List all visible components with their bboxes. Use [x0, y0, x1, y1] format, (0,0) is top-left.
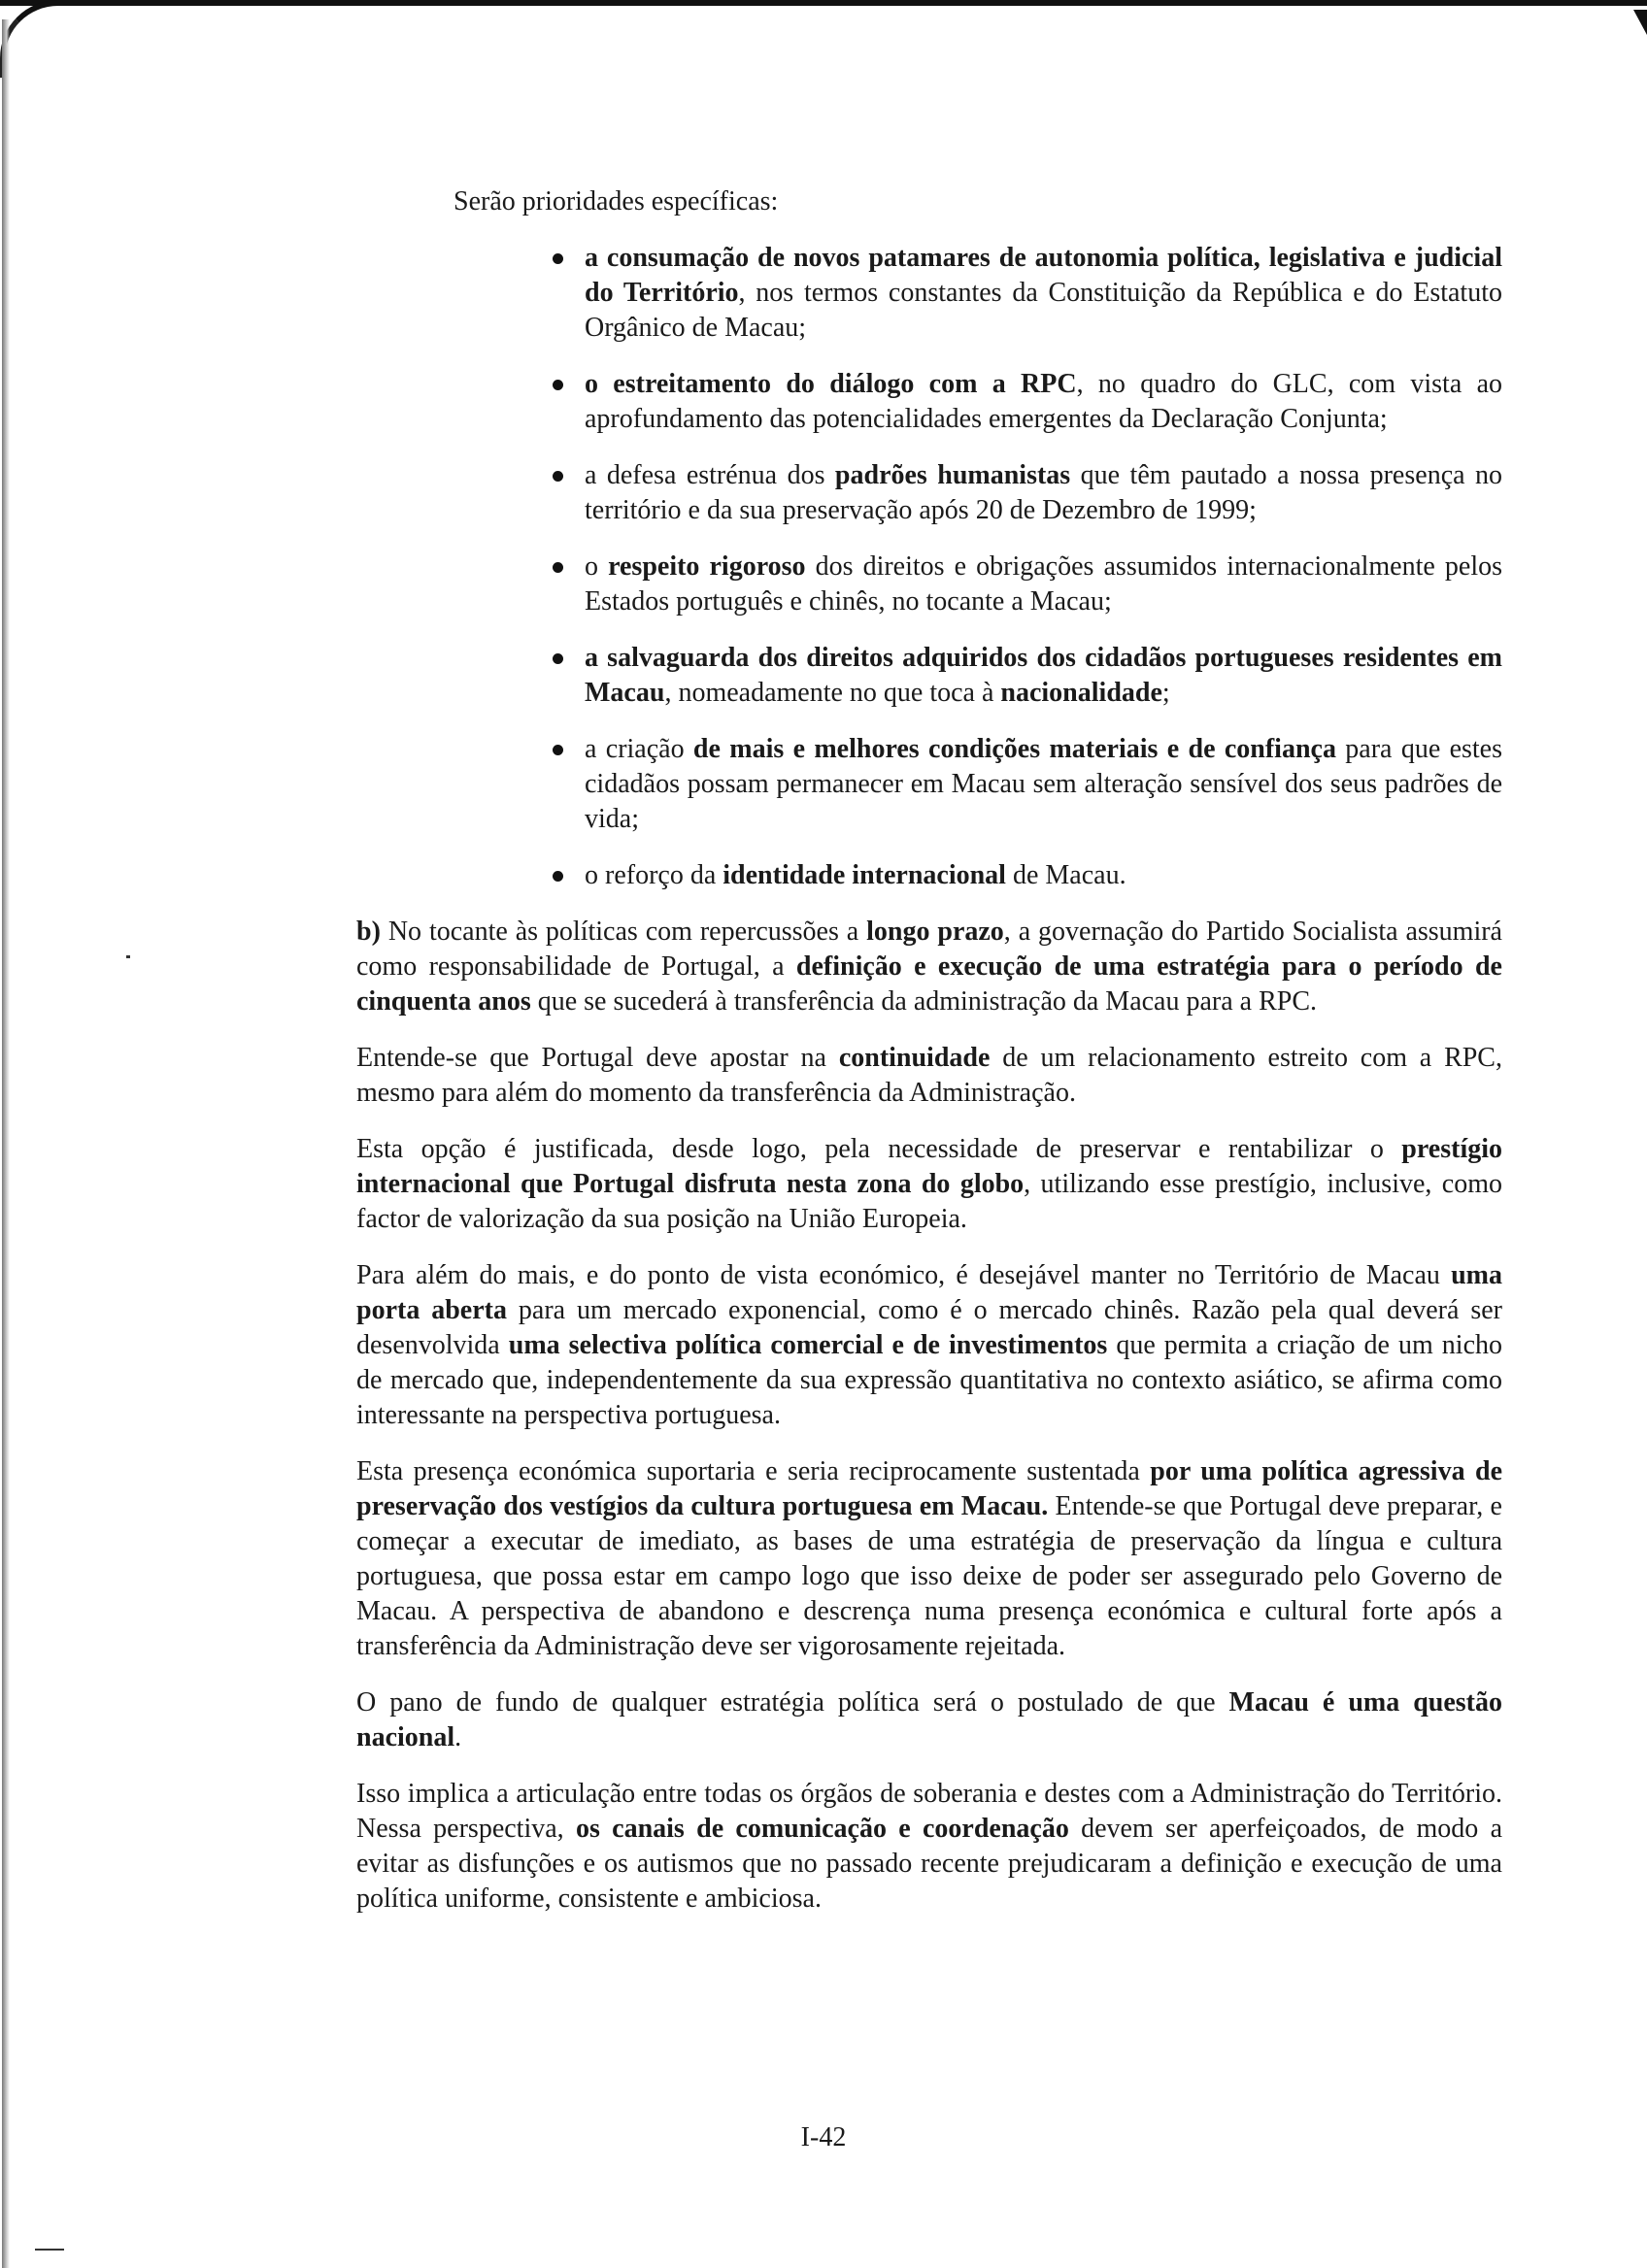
text-run: para que estes cidadãos possam permanecer em Macau sem alteração sensível dos seus padrões de vida; — [585, 734, 1503, 834]
text-run: devem ser aperfeiçoados, de modo a evitar as disfunções e os autismos que no passado recente prejudicaram a definição e execução de uma política uniforme, consistente e ambiciosa. — [356, 1814, 1502, 1914]
bullet-item — [585, 458, 1502, 528]
bold-text: a consumação de novos patamares de autonomia política, legislativa e judicial do Território — [585, 243, 1502, 308]
scan-corner-mark — [1633, 10, 1647, 35]
bullet-icon — [553, 253, 563, 264]
bold-text: continuidade — [838, 1043, 991, 1073]
paragraph — [356, 1258, 1502, 1433]
text-run: Entende-se que Portugal deve preparar, e começar a executar de imediato, as bases de uma estratégia de preservação da língua e cultura portuguesa, que possa estar em campo logo que isso deixe de poder ser assegurado pelo Governo de Macau. A perspectiva de abandono e descrença numa presença económica e cultural forte após a transferência da Administração deve ser vigorosamente rejeitada. — [356, 1491, 1502, 1661]
body-paragraphs — [356, 915, 1502, 1917]
text-run: a defesa estrénua dos — [585, 460, 835, 490]
text-run: O pano de fundo de qualquer estratégia política será o postulado de que — [356, 1687, 1229, 1718]
bullet-icon — [553, 871, 563, 882]
bullet-icon — [553, 745, 563, 755]
bold-text: identidade internacional — [723, 860, 1006, 890]
bold-text: prestígio internacional que Portugal disfruta nesta zona do globo — [356, 1134, 1502, 1199]
paragraph — [356, 1685, 1502, 1755]
bold-text: longo prazo — [866, 917, 1004, 947]
text-run: Esta opção é justificada, desde logo, pela necessidade de preservar e rentabilizar o — [356, 1134, 1402, 1164]
text-run: que têm pautado a nossa presença no território e da sua preservação após 20 de Dezembro de 1999; — [585, 460, 1502, 525]
text-run: Isso implica a articulação entre todas os órgãos de soberania e destes com a Administração do Território. Nessa perspectiva, — [356, 1779, 1502, 1844]
text-run: que permita a criação de um nicho de mercado que, independentemente da sua expressão quantitativa no contexto asiático, se afirma como interessante na perspectiva portuguesa. — [356, 1330, 1503, 1430]
bullet-item — [585, 367, 1502, 437]
paragraph — [356, 1777, 1502, 1917]
text-run: que se sucederá à transferência da administração da Macau para a RPC. — [530, 986, 1318, 1017]
text-run: o reforço da — [585, 860, 723, 890]
bold-text: o estreitamento do diálogo com a RPC — [585, 369, 1077, 399]
text-run: Entende-se que Portugal deve apostar na — [356, 1043, 839, 1073]
text-run: , a governação do Partido Socialista assumirá como responsabilidade de Portugal, a — [356, 917, 1502, 982]
scan-footer-dash — [35, 2249, 64, 2251]
text-run: dos direitos e obrigações assumidos internacionalmente pelos Estados português e chinês, no tocante a Macau; — [585, 551, 1502, 617]
bold-text: nacionalidade — [1000, 678, 1162, 708]
text-run: para um mercado exponencial, como é o mercado chinês. Razão pela qual deverá ser desenvolvida — [356, 1295, 1502, 1360]
bullet-item — [585, 241, 1502, 346]
bold-text: por uma política agressiva de preservação dos vestígios da cultura portuguesa em Macau. — [356, 1456, 1502, 1521]
page-number: I-42 — [800, 2122, 847, 2152]
bold-text: uma porta aberta — [356, 1260, 1502, 1325]
text-run: , no quadro do GLC, com vista ao aprofundamento das potencialidades emergentes da Declaração Conjunta; — [585, 369, 1503, 434]
bullet-icon — [553, 653, 563, 664]
bullet-item — [585, 641, 1502, 711]
bullet-icon — [553, 562, 563, 573]
bold-text: uma selectiva política comercial e de investimentos — [508, 1330, 1108, 1360]
paragraph — [356, 915, 1502, 1019]
bold-text: definição e execução de uma estratégia para o período de cinquenta anos — [356, 951, 1502, 1017]
text-run: . — [454, 1722, 462, 1752]
text-run: , utilizando esse prestígio, inclusive, como factor de valorização da sua posição na União Europeia. — [356, 1169, 1502, 1234]
priority-list — [356, 241, 1502, 893]
bold-text: respeito rigoroso — [608, 551, 806, 582]
text-run: a criação — [585, 734, 693, 764]
bullet-item — [585, 858, 1502, 893]
intro-line: Serão prioridades específicas: — [454, 186, 779, 217]
text-run: Para além do mais, e do ponto de vista económico, é desejável manter no Território de Macau — [356, 1260, 1452, 1290]
text-run: ; — [1161, 678, 1170, 708]
bold-text: os canais de comunicação e coordenação — [575, 1814, 1069, 1844]
bold-text: padrões humanistas — [834, 460, 1071, 490]
bold-text: de mais e melhores condições materiais e de confiança — [692, 734, 1336, 764]
scan-left-edge — [2, 19, 10, 2268]
paragraph — [356, 1132, 1502, 1237]
bullet-item — [585, 732, 1502, 837]
paragraph — [356, 1454, 1502, 1664]
document-page — [356, 184, 1502, 1938]
bold-text: b) — [356, 917, 381, 947]
scan-speck — [126, 955, 130, 958]
text-run: Esta presença económica suportaria e seria reciprocamente sustentada — [356, 1456, 1151, 1486]
text-run: , nos termos constantes da Constituição da República e do Estatuto Orgânico de Macau; — [585, 278, 1502, 343]
bold-text: a salvaguarda dos direitos adquiridos dos cidadãos portugueses residentes em Macau — [585, 643, 1502, 708]
bold-text: Macau é uma questão nacional — [356, 1687, 1503, 1752]
bullet-icon — [553, 380, 563, 390]
text-run: de Macau. — [1005, 860, 1126, 890]
text-run: o — [585, 551, 609, 582]
bullet-icon — [553, 471, 563, 482]
text-run: de um relacionamento estreito com a RPC, mesmo para além do momento da transferência da Administração. — [356, 1043, 1502, 1108]
text-run: , nomeadamente no que toca à — [664, 678, 1001, 708]
text-run: No tocante às políticas com repercussões a — [380, 917, 867, 947]
scan-top-edge — [0, 0, 1647, 14]
paragraph — [356, 1041, 1502, 1111]
bullet-item — [585, 550, 1502, 619]
